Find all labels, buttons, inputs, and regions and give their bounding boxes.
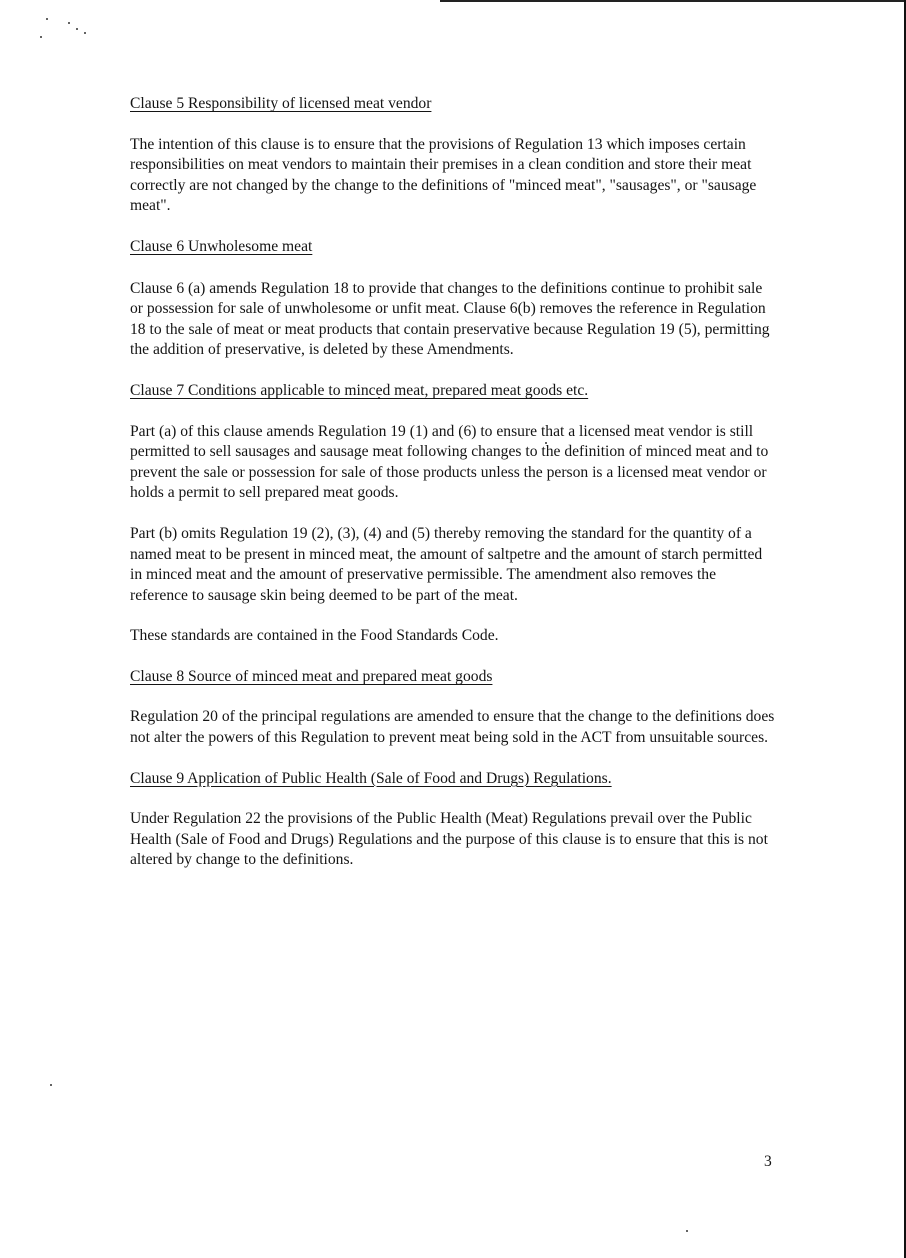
paragraph: Part (a) of this clause amends Regulation 19 (1) and (6) to ensure that a licensed meat vendor is still permitted to sell sausages and sausage meat following changes to the definition of minced meat and to prevent the sale or possession for sale of those products unless the person is a licensed meat vendor or holds a permit to sell prepared meat goods.	[130, 422, 769, 502]
scan-speck	[50, 1084, 52, 1086]
section-heading-clause-6: Clause 6 Unwholesome meat	[130, 237, 313, 255]
page-number: 3	[764, 1153, 772, 1170]
paragraph: Clause 6 (a) amends Regulation 18 to provide that changes to the definitions continue to prohibit sale or possession for sale of unwholesome or unfit meat. Clause 6(b) removes the reference in Regulation 18 to the sale of meat or meat products that contain preservative because Regulation 19 (5), permitting the addition of preservative, is deleted by these Amendments.	[130, 279, 770, 359]
paragraph: Under Regulation 22 the provisions of the Public Health (Meat) Regulations prevail over the Public Health (Sale of Food and Drugs) Regulations and the purpose of this clause is to ensure that this is not altered by change to the definitions.	[130, 810, 768, 869]
paragraph: Part (b) omits Regulation 19 (2), (3), (4) and (5) thereby removing the standard for the quantity of a named meat to be present in minced meat, the amount of saltpetre and the amount of starch permitted in minced meat and the amount of preservative permissible. The amendment also removes the reference to sausage skin being deemed to be part of the meat.	[130, 524, 763, 604]
scan-speck	[46, 18, 48, 20]
scan-speck	[68, 22, 70, 24]
section-heading-clause-9: Clause 9 Application of Public Health (Sale of Food and Drugs) Regulations.	[130, 769, 612, 787]
scan-speck	[84, 32, 86, 34]
scan-edge-top	[440, 0, 906, 2]
scan-speck	[76, 28, 78, 30]
paragraph: The intention of this clause is to ensure that the provisions of Regulation 13 which imposes certain responsibilities on meat vendors to maintain their premises in a clean condition and store their meat correctly are not changed by the change to the definitions of "minced meat", "sausages", or "sausage meat".	[130, 135, 757, 215]
scan-speck	[686, 1230, 688, 1232]
document-body	[130, 94, 775, 871]
section-heading-clause-8: Clause 8 Source of minced meat and prepared meat goods	[130, 667, 493, 685]
section-heading-clause-7: Clause 7 Conditions applicable to minced meat, prepared meat goods etc.	[130, 381, 589, 399]
scan-speck	[40, 36, 42, 38]
section-heading-clause-5: Clause 5 Responsibility of licensed meat vendor	[130, 95, 432, 112]
paragraph: These standards are contained in the Food Standards Code.	[130, 627, 499, 645]
paragraph: Regulation 20 of the principal regulations are amended to ensure that the change to the definitions does not alter the powers of this Regulation to prevent meat being sold in the ACT from unsuitable sources.	[130, 708, 775, 747]
